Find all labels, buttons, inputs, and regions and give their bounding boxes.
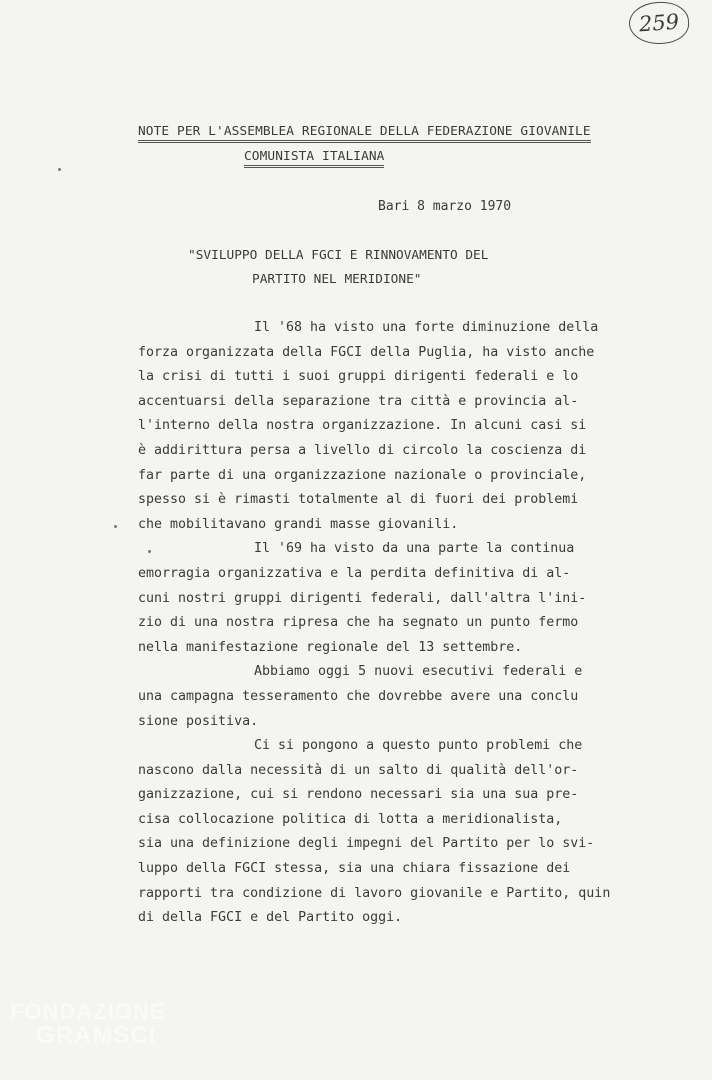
text-line: di della FGCI e del Partito oggi.: [138, 910, 403, 926]
text-line: Ci si pongono a questo punto problemi che: [254, 738, 583, 754]
paper-speck: [114, 525, 117, 528]
paragraph-1: [138, 316, 624, 537]
archive-watermark: [10, 1000, 165, 1048]
paragraph-2: [138, 537, 624, 660]
text-line: Il '68 ha visto una forte diminuzione della: [254, 320, 599, 335]
text-line: cuni nostri gruppi dirigenti federali, dall'altra l'ini-: [138, 590, 587, 606]
text-line: accentuarsi della separazione tra città e provincia al-: [138, 393, 579, 409]
text-line: l'interno della nostra organizzazione. In alcuni casi si: [138, 418, 587, 434]
heading-text-1: NOTE PER L'ASSEMBLEA REGIONALE DELLA FEDERAZIONE GIOVANILE: [138, 124, 591, 143]
text-line: rapporti tra condizione di lavoro giovanile e Partito, quin: [138, 885, 611, 901]
page-number-stamp: [628, 0, 691, 46]
text-line: la crisi di tutti i suoi gruppi dirigenti federali e lo: [138, 369, 579, 385]
page-number: 259: [638, 9, 680, 37]
text-line: far parte di una organizzazione nazionale o provinciale,: [138, 467, 587, 483]
text-line: che mobilitavano grandi masse giovanili.: [138, 516, 459, 532]
paragraph-4: [138, 734, 624, 931]
document-date: Bari 8 marzo 1970: [378, 199, 512, 214]
heading-text-2: COMUNISTA ITALIANA: [244, 149, 384, 168]
text-line: nella manifestazione regionale del 13 settembre.: [138, 639, 523, 655]
text-line: Il '69 ha visto da una parte la continua: [254, 541, 575, 557]
heading-line-2: [244, 149, 384, 168]
text-line: è addirittura persa a livello di circolo la coscienza di: [138, 442, 587, 458]
text-line: sia una definizione degli impegni del Partito per lo svi-: [138, 836, 595, 852]
text-line: forza organizzata della FGCI della Puglia, ha visto anche: [138, 344, 595, 360]
text-line: luppo della FGCI stessa, sia una chiara fissazione dei: [138, 861, 571, 877]
watermark-line-1: FONDAZIONE: [10, 999, 166, 1024]
text-line: zio di una nostra ripresa che ha segnato un punto fermo: [138, 615, 579, 631]
text-line: nascono dalla necessità di un salto di qualità dell'or-: [138, 762, 579, 778]
heading-line-1: [138, 124, 591, 143]
subtitle-line-2: PARTITO NEL MERIDIONE": [252, 272, 422, 287]
text-line: emorragia organizzativa e la perdita definitiva di al-: [138, 565, 571, 581]
paragraph-3: [138, 660, 624, 734]
text-line: ganizzazione, cui si rendono necessari sia una sua pre-: [138, 787, 579, 803]
text-line: cisa collocazione politica di lotta a meridionalista,: [138, 811, 563, 827]
text-line: Abbiamo oggi 5 nuovi esecutivi federali e: [254, 664, 583, 680]
text-line: spesso si è rimasti totalmente al di fuori dei problemi: [138, 492, 579, 508]
body-text: [138, 316, 624, 931]
watermark-line-2: GRAMSCI: [36, 1022, 157, 1049]
paper-speck: [58, 168, 61, 171]
text-line: sione positiva.: [138, 713, 259, 729]
subtitle-line-1: "SVILUPPO DELLA FGCI E RINNOVAMENTO DEL: [188, 248, 489, 263]
paper-speck: [148, 550, 151, 553]
text-line: una campagna tesseramento che dovrebbe avere una conclu: [138, 688, 579, 704]
